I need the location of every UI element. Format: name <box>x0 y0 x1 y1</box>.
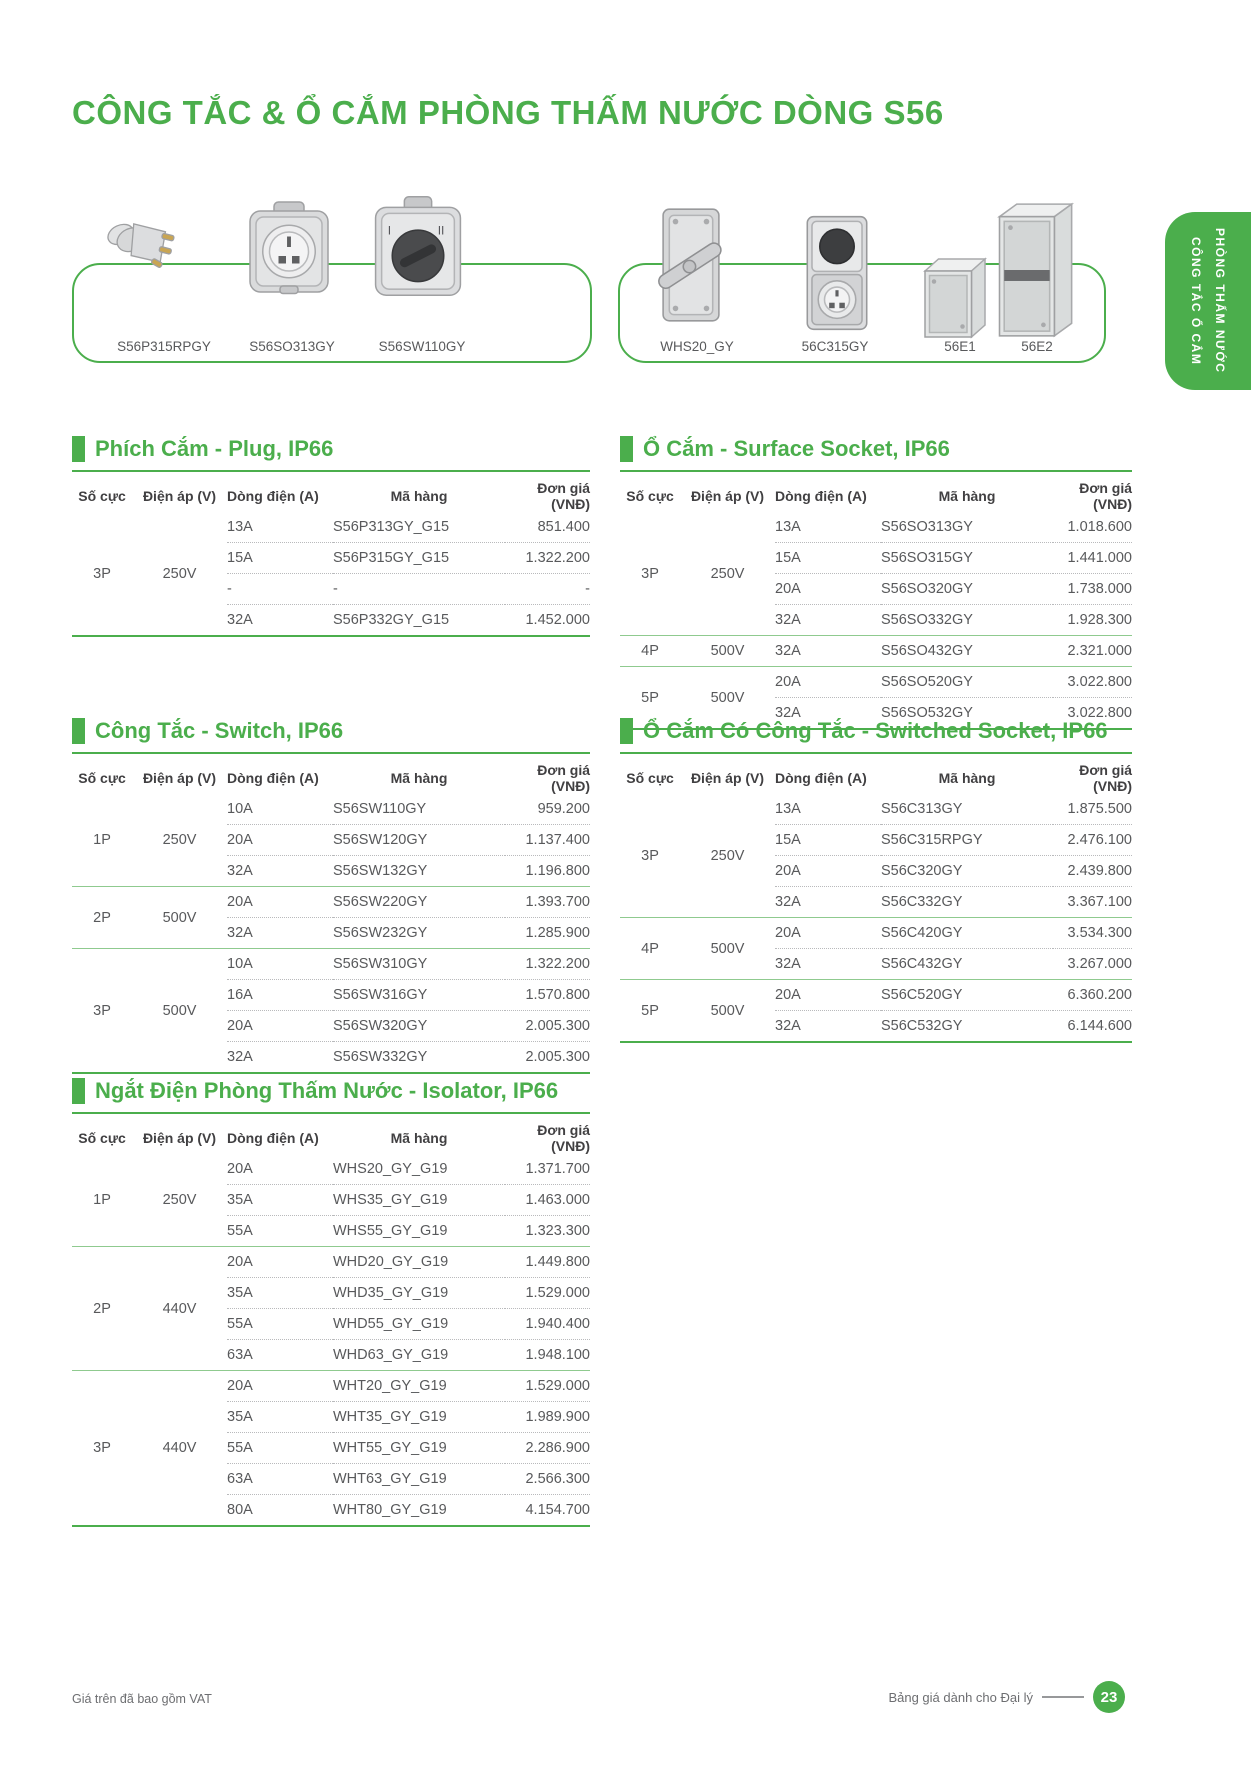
column-header: Dòng điện (A) <box>227 1130 319 1146</box>
current-cell: - <box>227 574 333 605</box>
section-title: Phích Cắm - Plug, IP66 <box>95 436 334 461</box>
section-marker-icon <box>620 718 633 744</box>
code-cell: S56SO520GY <box>881 667 1053 698</box>
price-cell: 1.529.000 <box>505 1371 590 1402</box>
current-cell: 20A <box>227 1371 333 1402</box>
section-marker-icon <box>72 1078 85 1104</box>
column-header: Mã hàng <box>938 488 996 504</box>
table-row <box>72 512 590 543</box>
price-cell: 1.989.900 <box>505 1402 590 1433</box>
price-cell: 4.154.700 <box>505 1495 590 1527</box>
code-cell: S56SO432GY <box>881 636 1053 667</box>
header-row <box>72 1122 590 1154</box>
current-cell: 32A <box>775 1011 881 1043</box>
section-marker-icon <box>72 718 85 744</box>
column-header: Điện áp (V) <box>142 1130 217 1146</box>
footer-vat-note: Giá trên đã bao gồm VAT <box>72 1692 212 1706</box>
header-row <box>72 762 590 794</box>
code-cell: WHT55_GY_G19 <box>333 1433 505 1464</box>
poles-cell: 2P <box>72 1247 132 1371</box>
current-cell: 80A <box>227 1495 333 1527</box>
price-cell: 1.570.800 <box>505 980 590 1011</box>
price-cell: 1.948.100 <box>505 1340 590 1371</box>
header-row <box>72 480 590 512</box>
current-cell: 20A <box>775 980 881 1011</box>
price-cell: 1.322.200 <box>505 543 590 574</box>
product-label: S56P315RPGY <box>117 339 211 354</box>
price-cell: 1.441.000 <box>1053 543 1132 574</box>
current-cell: 35A <box>227 1278 333 1309</box>
section-title: Ổ Cắm Có Công Tắc - Switched Socket, IP66 <box>643 718 1108 743</box>
current-cell: 55A <box>227 1433 333 1464</box>
current-cell: 10A <box>227 801 253 817</box>
current-cell: 32A <box>775 887 881 918</box>
price-cell: 1.322.200 <box>505 949 590 980</box>
current-cell: 32A <box>775 636 881 667</box>
current-cell: 32A <box>775 698 881 730</box>
price-cell: 2.476.100 <box>1053 825 1132 856</box>
column-header: Đơn giá (VNĐ) <box>537 762 590 794</box>
plug-product-image <box>103 212 183 278</box>
poles-cell: 3P <box>641 565 659 582</box>
footer-pricelist-note: Bảng giá dành cho Đại lý <box>888 1689 1033 1705</box>
price-cell: 1.371.700 <box>525 1161 590 1177</box>
side-tab <box>1165 212 1251 390</box>
current-cell: 15A <box>775 825 881 856</box>
current-cell: 32A <box>227 605 333 637</box>
socket-product-image <box>241 196 337 304</box>
price-cell: 1.529.000 <box>505 1278 590 1309</box>
poles-cell: 5P <box>620 980 680 1043</box>
current-cell: 32A <box>775 605 881 636</box>
code-cell: S56C432GY <box>881 949 1053 980</box>
footer-right <box>888 1681 1125 1713</box>
section-title: Công Tắc - Switch, IP66 <box>95 718 344 743</box>
price-cell: 2.321.000 <box>1053 636 1132 667</box>
column-header: Đơn giá (VNĐ) <box>537 1122 590 1154</box>
price-cell: 1.393.700 <box>505 887 590 918</box>
product-label: S56SW110GY <box>378 339 466 354</box>
table-row <box>72 1154 590 1185</box>
code-cell: WHS35_GY_G19 <box>333 1185 505 1216</box>
table-row <box>620 512 1132 543</box>
code-cell: S56P313GY_G15 <box>333 519 450 535</box>
poles-cell: 1P <box>93 832 111 848</box>
code-cell: S56C420GY <box>881 918 1053 949</box>
enclosure-56e1-product-image <box>916 256 988 340</box>
code-cell: S56C332GY <box>881 887 1053 918</box>
svg-text:I: I <box>387 223 392 238</box>
switch-product-image <box>368 189 468 303</box>
current-cell: 13A <box>227 519 253 535</box>
code-cell: S56C520GY <box>881 980 1053 1011</box>
table-row <box>620 794 1132 825</box>
current-cell: 20A <box>227 887 333 918</box>
price-cell: 1.875.500 <box>1067 801 1132 817</box>
price-cell: 1.452.000 <box>505 605 590 637</box>
section-marker-icon <box>620 436 633 462</box>
product-label: 56E1 <box>944 339 976 354</box>
price-cell: 6.144.600 <box>1053 1011 1132 1043</box>
code-cell: WHD20_GY_G19 <box>333 1247 505 1278</box>
poles-cell: 5P <box>620 667 680 730</box>
section-marker-icon <box>72 436 85 462</box>
price-cell: 2.005.300 <box>505 1042 590 1074</box>
column-header: Dòng điện (A) <box>775 488 867 504</box>
section-isolator <box>72 1078 590 1527</box>
price-cell: 3.267.000 <box>1053 949 1132 980</box>
product-label: 56C315GY <box>801 339 869 354</box>
table-row <box>620 980 1132 1011</box>
current-cell: 35A <box>227 1402 333 1433</box>
code-cell: S56SO313GY <box>881 519 973 535</box>
code-cell: WHD55_GY_G19 <box>333 1309 505 1340</box>
price-cell: 1.738.000 <box>1053 574 1132 605</box>
column-header: Số cực <box>626 488 674 504</box>
poles-cell: 4P <box>620 636 680 667</box>
code-cell: S56SO320GY <box>881 574 1053 605</box>
current-cell: 13A <box>775 519 801 535</box>
table-row <box>72 1247 590 1278</box>
header-row <box>620 480 1132 512</box>
column-header: Dòng điện (A) <box>775 770 867 786</box>
switched-socket-product-image <box>801 212 873 334</box>
current-cell: 35A <box>227 1185 333 1216</box>
poles-cell: 4P <box>620 918 680 980</box>
voltage-cell: 500V <box>680 980 775 1043</box>
code-cell: S56SO532GY <box>881 698 1053 730</box>
table-row <box>620 667 1132 698</box>
voltage-cell: 250V <box>162 1192 197 1208</box>
svg-text:II: II <box>437 223 445 238</box>
current-cell: 32A <box>227 856 333 887</box>
code-cell: S56SW132GY <box>333 856 505 887</box>
column-header: Điện áp (V) <box>142 770 217 786</box>
section-switched-socket <box>620 718 1132 1043</box>
column-header: Dòng điện (A) <box>227 770 319 786</box>
current-cell: 20A <box>227 1161 253 1177</box>
code-cell: S56SO315GY <box>881 543 1053 574</box>
code-cell: WHD35_GY_G19 <box>333 1278 505 1309</box>
price-cell: 1.940.400 <box>505 1309 590 1340</box>
code-cell: S56SW120GY <box>333 825 505 856</box>
voltage-cell: 250V <box>710 565 745 582</box>
current-cell: 32A <box>227 918 333 949</box>
section-title: Ổ Cắm - Surface Socket, IP66 <box>643 436 950 461</box>
price-cell: 959.200 <box>537 801 590 817</box>
poles-cell: 3P <box>641 847 659 864</box>
voltage-cell: 500V <box>680 918 775 980</box>
current-cell: 20A <box>227 1011 333 1042</box>
voltage-cell: 440V <box>132 1371 227 1527</box>
voltage-cell: 440V <box>132 1247 227 1371</box>
product-label: WHS20_GY <box>660 339 734 354</box>
voltage-cell: 250V <box>710 847 745 864</box>
code-cell: WHT80_GY_G19 <box>333 1495 505 1527</box>
current-cell: 15A <box>775 543 881 574</box>
switch-price-table <box>72 762 590 1074</box>
column-header: Mã hàng <box>938 770 996 786</box>
section-plug <box>72 436 590 637</box>
table-row <box>72 949 590 980</box>
code-cell: S56SW310GY <box>333 949 505 980</box>
code-cell: S56SW316GY <box>333 980 505 1011</box>
column-header: Mã hàng <box>390 488 448 504</box>
voltage-cell: 250V <box>162 565 197 582</box>
current-cell: 20A <box>775 667 881 698</box>
voltage-cell: 500V <box>132 949 227 1074</box>
code-cell: S56SW220GY <box>333 887 505 918</box>
current-cell: 20A <box>775 574 881 605</box>
poles-cell: 2P <box>72 887 132 949</box>
code-cell: - <box>333 574 505 605</box>
price-cell: 1.449.800 <box>505 1247 590 1278</box>
poles-cell: 3P <box>93 565 111 582</box>
column-header: Đơn giá (VNĐ) <box>1079 762 1132 794</box>
isolator-price-table <box>72 1122 590 1527</box>
code-cell: S56SW110GY <box>333 801 427 817</box>
price-cell: 3.367.100 <box>1053 887 1132 918</box>
current-cell: 63A <box>227 1340 333 1371</box>
column-header: Số cực <box>78 770 126 786</box>
code-cell: WHT63_GY_G19 <box>333 1464 505 1495</box>
voltage-cell: 500V <box>132 887 227 949</box>
table-row <box>620 636 1132 667</box>
poles-cell: 3P <box>72 1371 132 1527</box>
voltage-cell: 500V <box>680 667 775 730</box>
column-header: Số cực <box>78 1130 126 1146</box>
price-cell: 1.285.900 <box>505 918 590 949</box>
code-cell: WHT35_GY_G19 <box>333 1402 505 1433</box>
poles-cell: 3P <box>72 949 132 1074</box>
header-row <box>620 762 1132 794</box>
code-cell: S56SO332GY <box>881 605 1053 636</box>
price-cell: 1.137.400 <box>505 825 590 856</box>
code-cell: S56SW232GY <box>333 918 505 949</box>
current-cell: 15A <box>227 543 333 574</box>
voltage-cell: 500V <box>680 636 775 667</box>
table-row <box>72 1371 590 1402</box>
price-cell: 2.439.800 <box>1053 856 1132 887</box>
price-cell: - <box>505 574 590 605</box>
price-cell: 1.018.600 <box>1067 519 1132 535</box>
code-cell: WHS20_GY_G19 <box>333 1161 448 1177</box>
column-header: Điện áp (V) <box>690 770 765 786</box>
price-cell: 1.323.300 <box>505 1216 590 1247</box>
code-cell: WHS55_GY_G19 <box>333 1216 505 1247</box>
current-cell: 20A <box>227 825 333 856</box>
current-cell: 16A <box>227 980 333 1011</box>
code-cell: S56C313GY <box>881 801 963 817</box>
voltage-cell: 250V <box>162 832 197 848</box>
column-header: Mã hàng <box>390 1130 448 1146</box>
price-cell: 1.463.000 <box>505 1185 590 1216</box>
price-cell: 2.286.900 <box>505 1433 590 1464</box>
page-number-badge: 23 <box>1093 1681 1125 1713</box>
price-cell: 3.022.800 <box>1053 698 1132 730</box>
current-cell: 32A <box>227 1042 333 1074</box>
table-row <box>72 887 590 918</box>
price-cell: 3.022.800 <box>1053 667 1132 698</box>
code-cell: S56C532GY <box>881 1011 1053 1043</box>
column-header: Đơn giá (VNĐ) <box>537 480 590 512</box>
section-surface-socket <box>620 436 1132 730</box>
switched-socket-price-table <box>620 762 1132 1043</box>
column-header: Điện áp (V) <box>690 488 765 504</box>
product-label: S56SO313GY <box>249 339 335 354</box>
product-label: 56E2 <box>1021 339 1053 354</box>
column-header: Điện áp (V) <box>142 488 217 504</box>
price-cell: 2.005.300 <box>505 1011 590 1042</box>
column-header: Dòng điện (A) <box>227 488 319 504</box>
current-cell: 20A <box>775 856 881 887</box>
table-row <box>620 918 1132 949</box>
price-cell: 6.360.200 <box>1053 980 1132 1011</box>
surface-socket-price-table <box>620 480 1132 730</box>
column-header: Số cực <box>626 770 674 786</box>
code-cell: S56SW320GY <box>333 1011 505 1042</box>
code-cell: S56C315RPGY <box>881 825 1053 856</box>
current-cell: 55A <box>227 1216 333 1247</box>
column-header: Đơn giá (VNĐ) <box>1079 480 1132 512</box>
code-cell: S56P332GY_G15 <box>333 605 505 637</box>
current-cell: 32A <box>775 949 881 980</box>
isolator-product-image <box>652 203 730 327</box>
side-tab-label: CÔNG TẮC Ổ CẮM PHÒNG THẤM NƯỚC <box>1189 228 1227 374</box>
current-cell: 55A <box>227 1309 333 1340</box>
code-cell: S56SW332GY <box>333 1042 505 1074</box>
price-cell: 3.534.300 <box>1053 918 1132 949</box>
current-cell: 20A <box>775 918 881 949</box>
poles-cell: 1P <box>93 1192 111 1208</box>
plug-price-table <box>72 480 590 637</box>
column-header: Mã hàng <box>390 770 448 786</box>
enclosure-56e2-product-image <box>990 201 1078 339</box>
footer-dash <box>1042 1696 1084 1698</box>
current-cell: 10A <box>227 949 333 980</box>
code-cell: S56C320GY <box>881 856 1053 887</box>
price-cell: 1.928.300 <box>1053 605 1132 636</box>
section-title: Ngắt Điện Phòng Thấm Nước - Isolator, IP66 <box>95 1078 559 1103</box>
current-cell: 20A <box>227 1247 333 1278</box>
price-cell: 851.400 <box>537 519 590 535</box>
price-cell: 2.566.300 <box>505 1464 590 1495</box>
current-cell: 63A <box>227 1464 333 1495</box>
section-switch <box>72 718 590 1074</box>
code-cell: WHD63_GY_G19 <box>333 1340 505 1371</box>
code-cell: S56P315GY_G15 <box>333 543 505 574</box>
code-cell: WHT20_GY_G19 <box>333 1371 505 1402</box>
table-row <box>72 794 590 825</box>
price-cell: 1.196.800 <box>505 856 590 887</box>
column-header: Số cực <box>78 488 126 504</box>
page-title: CÔNG TẮC & Ổ CẮM PHÒNG THẤM NƯỚC DÒNG S56 <box>72 94 944 131</box>
current-cell: 13A <box>775 801 801 817</box>
